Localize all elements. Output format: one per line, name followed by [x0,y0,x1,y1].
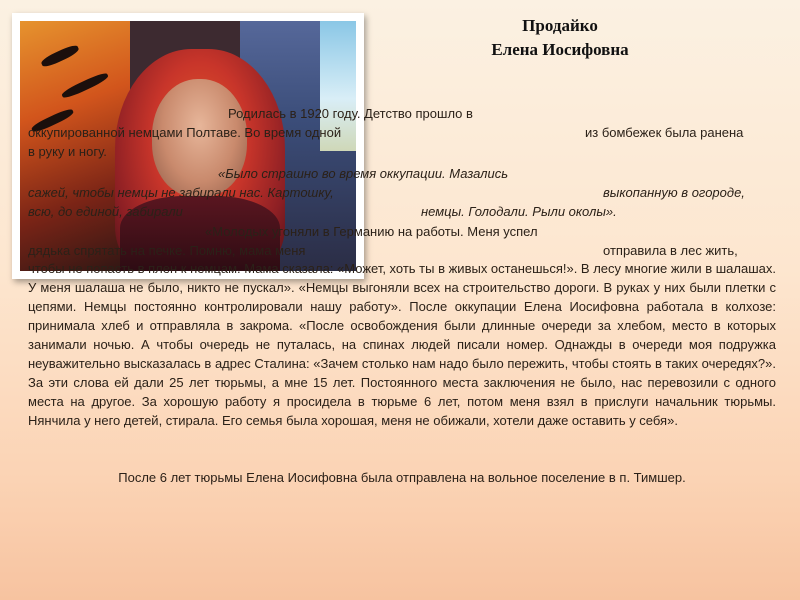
title-surname: Продайко [522,16,598,35]
quote1-line2: сажей, чтобы немцы не забирали нас. Картошку, [28,185,334,200]
quote1-line3: всю, до единой, забирали [28,204,183,219]
para2-line1: «Молодых угоняли в Германию на работы. Меня успел [205,224,538,239]
slide-title [430,14,690,62]
quote1-line1: «Было страшно во время оккупации. Мазались [218,166,509,181]
main-body-text: чтобы не попасть в плен к немцам. Мама сказала: «Может, хоть ты в живых останешься!». В лесу многие жили в шалашах. У меня шалаша не было, никто не пускал». «Немцы выгоняли всех на строительство дороги. В руках у них были плетки с цепями. Немцы постоянно контролировали нашу работу». После оккупации Елена Иосифовна работала в колхозе: принимала хлеб и отправляла в закрома. «После освобождения были длинные очереди за хлебом, место в которых занимали ночью. А чтобы очередь не путалась, на спинах людей писали номер. Однажды в очереди моя подружка неуважительно высказалась в адрес Сталина: «Зачем столько нам надо было пережить, чтобы стоять в таких очередях?». За эти слова ей дали 25 лет тюрьмы, а мне 15 лет. Постоянного места заключения не было, нас перевозили с одного места на другое. За хорошую работу я просидела в тюрьме 6 лет, потом меня взял в прислуги начальник тюрьмы. Нянчила у него детей, стирала. Его семья была хорошая, меня не обижали, хотели даже оставить у себя». [28,261,777,428]
title-name: Елена Иосифовна [491,40,629,59]
para2-line2b: отправила в лес жить, [603,243,738,258]
para1-line1: Родилась в 1920 году. Детство прошло в [228,106,473,121]
quote1-line3b: немцы. Голодали. Рыли околы». [421,204,617,219]
final-sentence: После 6 лет тюрьмы Елена Иосифовна была отправлена на вольное поселение в п. Тимшер. [118,470,686,485]
para1-line3: в руку и ногу. [28,144,107,159]
quote1-line2b: выкопанную в огороде, [603,185,745,200]
para2-line2: дядька спрятать на печке. Помню, мама меня [28,243,306,258]
para1-line2: оккупированной немцами Полтаве. Во время одной [28,125,342,140]
para1-line2b: из бомбежек была ранена [585,125,744,140]
